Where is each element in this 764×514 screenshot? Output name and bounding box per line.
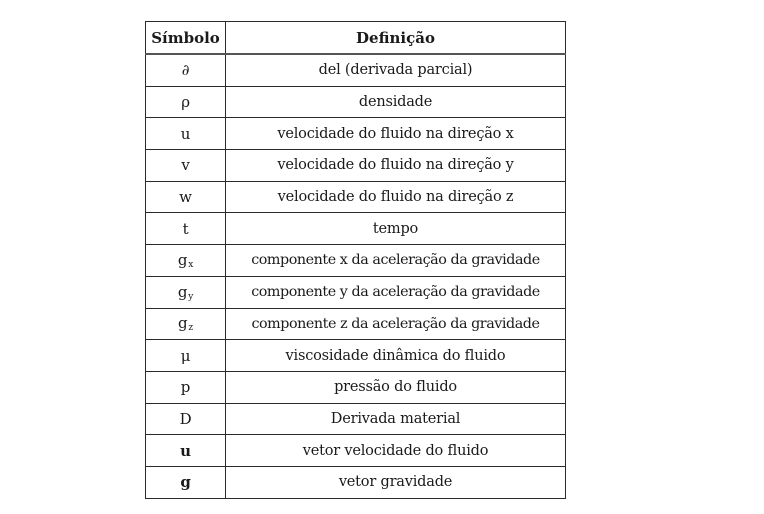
table-row: [146, 371, 566, 403]
table-row: [146, 466, 566, 498]
symbol-subscript: z: [188, 323, 193, 334]
symbol-text: g: [177, 282, 188, 301]
symbol-text: g: [177, 250, 188, 269]
symbol-text: u: [180, 124, 191, 143]
symbol-cell: [146, 118, 226, 150]
symbol-cell: [146, 213, 226, 245]
symbol-cell: [146, 181, 226, 213]
symbol-text: t: [182, 219, 189, 238]
definition-cell: del (derivada parcial): [226, 54, 566, 86]
table-row: [146, 213, 566, 245]
definition-cell: componente x da aceleração da gravidade: [226, 245, 566, 277]
symbol-text: u: [180, 441, 191, 460]
table-row: [146, 308, 566, 340]
table-row: [146, 245, 566, 277]
symbol-cell: [146, 276, 226, 308]
symbol-text: g: [180, 473, 191, 492]
table-row: [146, 435, 566, 467]
symbol-definition-table-container: [145, 21, 565, 499]
definition-cell: pressão do fluido: [226, 371, 566, 403]
symbol-text: w: [179, 188, 192, 207]
symbol-definition-table: [145, 21, 566, 499]
symbol-text: p: [180, 378, 191, 397]
symbol-text: D: [179, 409, 192, 428]
table-row: [146, 340, 566, 372]
definition-cell: densidade: [226, 86, 566, 118]
definition-cell: vetor velocidade do fluido: [226, 435, 566, 467]
table-row: [146, 181, 566, 213]
table-row: [146, 276, 566, 308]
symbol-text: ρ: [181, 93, 190, 112]
definition-cell: tempo: [226, 213, 566, 245]
symbol-cell: [146, 466, 226, 498]
table-header-row: [146, 22, 566, 55]
symbol-cell: [146, 308, 226, 340]
definition-cell: componente z da aceleração da gravidade: [226, 308, 566, 340]
symbol-cell: [146, 371, 226, 403]
symbol-subscript: y: [188, 291, 194, 302]
definition-cell: componente y da aceleração da gravidade: [226, 276, 566, 308]
symbol-cell: [146, 340, 226, 372]
symbol-cell: [146, 435, 226, 467]
table-row: [146, 54, 566, 86]
symbol-text: v: [181, 156, 190, 175]
table-row: [146, 118, 566, 150]
table-row: [146, 86, 566, 118]
symbol-cell: [146, 403, 226, 435]
definition-cell: vetor gravidade: [226, 466, 566, 498]
symbol-cell: [146, 54, 226, 86]
symbol-text: g: [178, 314, 188, 333]
table-row: [146, 403, 566, 435]
symbol-text: ∂: [181, 61, 190, 80]
header-symbol: Símbolo: [146, 22, 226, 55]
definition-cell: velocidade do fluido na direção y: [226, 150, 566, 182]
definition-cell: velocidade do fluido na direção x: [226, 118, 566, 150]
header-definition: Definição: [226, 22, 566, 55]
table-row: [146, 150, 566, 182]
definition-cell: velocidade do fluido na direção z: [226, 181, 566, 213]
symbol-cell: [146, 86, 226, 118]
symbol-subscript: x: [188, 259, 194, 270]
symbol-cell: [146, 150, 226, 182]
symbol-text: μ: [180, 346, 191, 365]
definition-cell: viscosidade dinâmica do fluido: [226, 340, 566, 372]
definition-cell: Derivada material: [226, 403, 566, 435]
symbol-cell: [146, 245, 226, 277]
